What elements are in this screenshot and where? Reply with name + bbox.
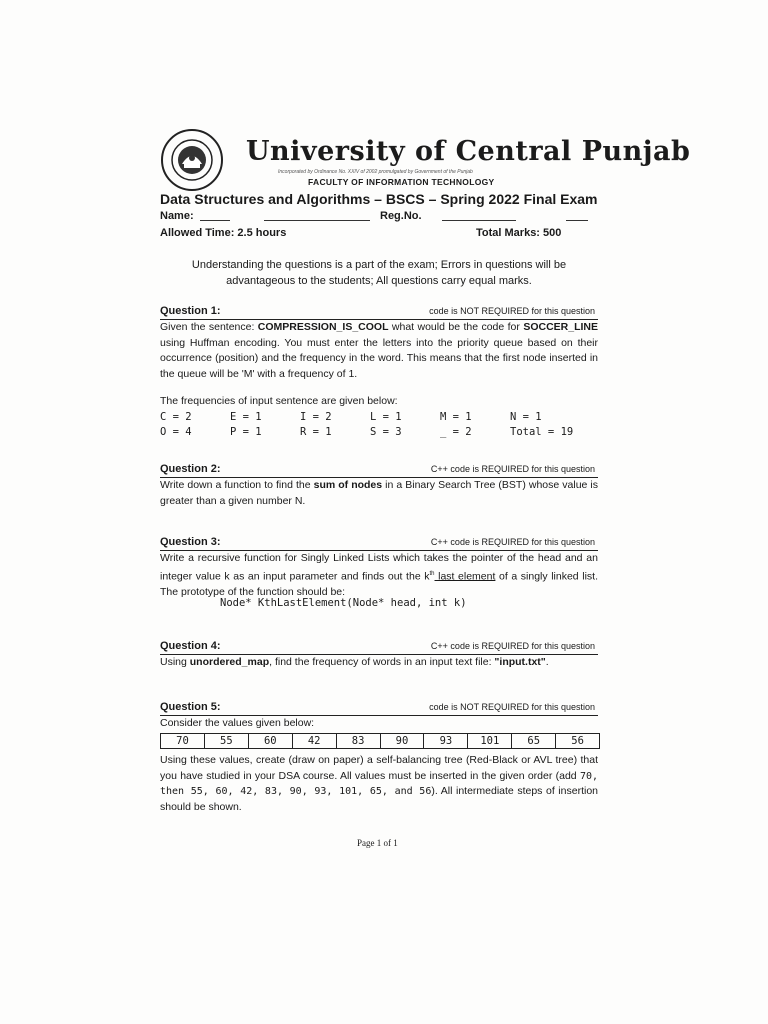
q5-text-c: ). All intermediate steps of insertion should be shown.	[160, 785, 598, 813]
value-cell: 56	[571, 735, 584, 747]
q3-text-c: of a singly linked list. The prototype of the function should be:	[160, 570, 598, 598]
q1-text-c: what would be the code for	[388, 321, 524, 333]
q4-keyword: unordered_map	[189, 656, 270, 668]
question-5-note: code is NOT REQUIRED for this question	[429, 702, 595, 712]
q1-text-e: using Huffman encoding. You must enter the letters into the priority queue based on their occurrence (position) and the frequency in the word. This means that the first node inserted in the queue will be 'M' with a frequency of 1.	[160, 336, 598, 380]
q3-keyword: last element	[434, 570, 496, 582]
freq-cell: O = 4	[160, 426, 192, 438]
question-4-title: Question 4:	[160, 640, 221, 652]
q4-text-a: Using	[160, 656, 190, 668]
freq-cell: S = 3	[370, 426, 402, 438]
question-5-consider: Consider the values given below:	[160, 717, 315, 729]
name-label: Name:	[160, 210, 194, 222]
q1-target-word: SOCCER_LINE	[523, 321, 598, 333]
page-number: Page 1 of 1	[357, 838, 398, 848]
function-prototype: Node* KthLastElement(Node* head, int k)	[220, 597, 467, 609]
freq-cell: _ = 2	[440, 426, 472, 438]
question-4-text	[160, 655, 598, 671]
university-name: University of Central Punjab	[246, 136, 691, 167]
question-4-note: C++ code is REQUIRED for this question	[430, 641, 595, 651]
q1-text-a: Given the sentence:	[160, 321, 258, 333]
freq-cell: R = 1	[300, 426, 332, 438]
q4-text-c: , find the frequency of words in an input text file:	[269, 656, 495, 668]
value-cell: 93	[424, 734, 468, 748]
q2-keyword: sum of nodes	[313, 479, 383, 491]
frequency-intro: The frequencies of input sentence are given below:	[160, 395, 398, 407]
question-3-note: C++ code is REQUIRED for this question	[430, 537, 595, 547]
q1-sentence: COMPRESSION_IS_COOL	[257, 321, 389, 333]
question-2-note: C++ code is REQUIRED for this question	[430, 464, 595, 474]
freq-cell: E = 1	[230, 411, 262, 423]
freq-cell: L = 1	[370, 411, 402, 423]
q3-superscript: th	[429, 570, 435, 577]
value-cell: 70	[161, 734, 205, 748]
question-5-header	[160, 701, 598, 716]
freq-cell: M = 1	[440, 411, 472, 423]
regno-label: Reg.No.	[380, 210, 422, 222]
exam-title: Data Structures and Algorithms – BSCS – Spring 2022 Final Exam	[160, 191, 598, 207]
question-4-header	[160, 640, 598, 655]
name-blank	[200, 210, 230, 221]
q5-text-a: Using these values, create (draw on paper) a self-balancing tree (Red-Black or AVL tree) that you have studied in your DSA course. All values must be inserted in the given order (add	[160, 754, 598, 782]
question-1-note: code is NOT REQUIRED for this question	[429, 306, 595, 316]
q4-filename: "input.txt"	[494, 656, 546, 668]
freq-cell: N = 1	[510, 411, 542, 423]
question-3-title: Question 3:	[160, 536, 221, 548]
value-cell: 101	[468, 734, 512, 748]
university-seal-icon	[160, 128, 224, 192]
question-2-text	[160, 478, 598, 509]
exam-instructions: Understanding the questions is a part of the exam; Errors in questions will be advantageous to the students; All questions carry equal marks.	[191, 259, 567, 287]
values-table	[160, 733, 600, 749]
q4-text-e: .	[545, 656, 549, 668]
question-5-title: Question 5:	[160, 701, 221, 713]
q2-text-c: in a Binary Search Tree (BST) whose value is greater than a given number N.	[160, 479, 599, 507]
freq-cell: C = 2	[160, 411, 192, 423]
q3-text-a: Write a recursive function for Singly Linked Lists which takes the pointer of the head and an integer value k as an input parameter and finds out the k	[160, 552, 598, 582]
question-1-header	[160, 305, 598, 320]
question-3-text	[160, 551, 598, 600]
question-1-text	[160, 320, 598, 382]
value-cell: 55	[205, 734, 249, 748]
q5-insertion-order: 70, then 55, 60, 42, 83, 90, 93, 101, 65, and 56	[160, 770, 598, 797]
incorporation-note: Incorporated by Ordinance No. XXIV of 2002 promulgated by Government of the Punjab	[278, 169, 473, 175]
value-cell: 60	[249, 734, 293, 748]
question-2-header	[160, 463, 598, 478]
value-cell: 83	[337, 734, 381, 748]
question-5-text	[160, 753, 598, 815]
value-cell: 42	[293, 734, 337, 748]
name-blank-2	[264, 210, 370, 221]
regno-blank-2	[566, 210, 588, 221]
allowed-time: Allowed Time: 2.5 hours	[160, 227, 287, 239]
question-2-title: Question 2:	[160, 463, 221, 475]
q2-text-a: Write down a function to find the	[160, 479, 314, 491]
total-marks: Total Marks: 500	[476, 227, 562, 239]
question-3-header	[160, 536, 598, 551]
freq-cell: Total = 19	[510, 426, 574, 438]
freq-cell: P = 1	[230, 426, 262, 438]
faculty-name: FACULTY OF INFORMATION TECHNOLOGY	[308, 177, 495, 187]
freq-cell: I = 2	[300, 411, 332, 423]
value-cell: 65	[512, 734, 556, 748]
question-1-title: Question 1:	[160, 305, 221, 317]
regno-blank	[442, 210, 516, 221]
value-cell: 90	[381, 734, 425, 748]
